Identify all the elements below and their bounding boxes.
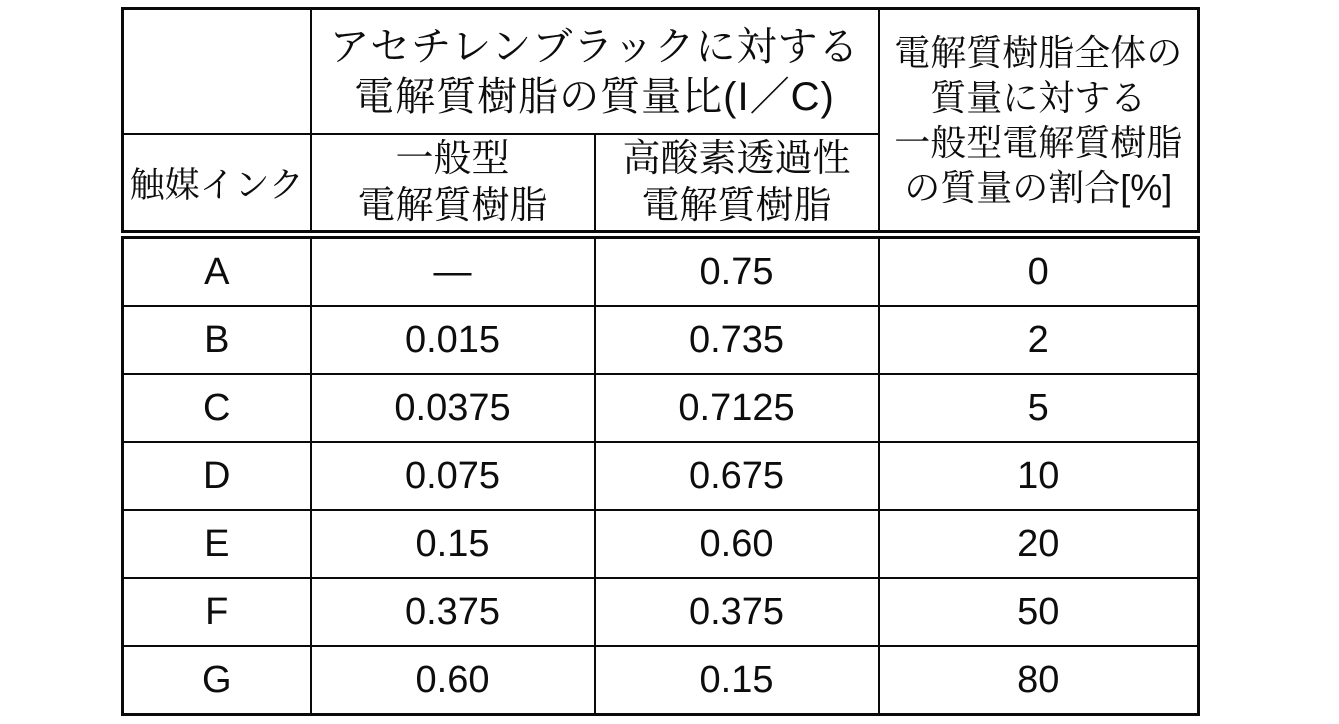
general-ratio-cell: 0.0375 — [311, 374, 595, 442]
percent-cell: 50 — [879, 578, 1199, 646]
table-row-a — [123, 235, 1199, 307]
ink-cell: B — [123, 306, 311, 374]
percent-cell: 10 — [879, 442, 1199, 510]
ratio-group-header — [311, 9, 879, 135]
general-resin-percent-header — [879, 9, 1199, 235]
general-resin-header — [311, 134, 595, 235]
high-oxygen-resin-header-line1: 高酸素透過性 — [622, 137, 851, 180]
percent-header-line2: 質量に対する — [930, 77, 1147, 118]
ink-cell: C — [123, 374, 311, 442]
high-oxygen-resin-header-line2: 電解質樹脂 — [641, 184, 832, 227]
catalyst-ink-table — [121, 7, 1200, 716]
table-row-d — [123, 442, 1199, 510]
general-ratio-cell: 0.015 — [311, 306, 595, 374]
high-oxygen-ratio-cell: 0.375 — [595, 578, 879, 646]
high-oxygen-ratio-cell: 0.735 — [595, 306, 879, 374]
general-resin-header-line2: 電解質樹脂 — [357, 184, 548, 227]
high-oxygen-ratio-cell: 0.7125 — [595, 374, 879, 442]
ink-cell: G — [123, 646, 311, 715]
catalyst-ink-header: 触媒インク — [123, 134, 311, 235]
high-oxygen-ratio-cell: 0.675 — [595, 442, 879, 510]
general-ratio-cell: 0.375 — [311, 578, 595, 646]
high-oxygen-ratio-cell: 0.15 — [595, 646, 879, 715]
percent-cell: 2 — [879, 306, 1199, 374]
table-row-b — [123, 306, 1199, 374]
ratio-group-header-line2: 電解質樹脂の質量比(I／C) — [354, 74, 835, 119]
general-ratio-cell: ― — [311, 235, 595, 307]
percent-header-line3: 一般型電解質樹脂 — [894, 122, 1183, 163]
high-oxygen-resin-header — [595, 134, 879, 235]
general-ratio-cell: 0.60 — [311, 646, 595, 715]
percent-header-line1: 電解質樹脂全体の — [894, 32, 1183, 73]
ink-cell: F — [123, 578, 311, 646]
high-oxygen-ratio-cell: 0.75 — [595, 235, 879, 307]
percent-cell: 80 — [879, 646, 1199, 715]
general-ratio-cell: 0.15 — [311, 510, 595, 578]
header-row-1 — [123, 9, 1199, 135]
percent-cell: 5 — [879, 374, 1199, 442]
percent-header-line4: の質量の割合[%] — [904, 167, 1173, 208]
high-oxygen-ratio-cell: 0.60 — [595, 510, 879, 578]
table-row-c — [123, 374, 1199, 442]
percent-cell: 0 — [879, 235, 1199, 307]
ratio-group-header-line1: アセチレンブラックに対する — [329, 24, 860, 69]
ink-cell: A — [123, 235, 311, 307]
table-row-f — [123, 578, 1199, 646]
table-row-g — [123, 646, 1199, 715]
general-ratio-cell: 0.075 — [311, 442, 595, 510]
percent-cell: 20 — [879, 510, 1199, 578]
general-resin-header-line1: 一般型 — [395, 137, 510, 180]
table-row-e — [123, 510, 1199, 578]
ink-cell: E — [123, 510, 311, 578]
ink-cell: D — [123, 442, 311, 510]
corner-empty-cell — [123, 9, 311, 135]
